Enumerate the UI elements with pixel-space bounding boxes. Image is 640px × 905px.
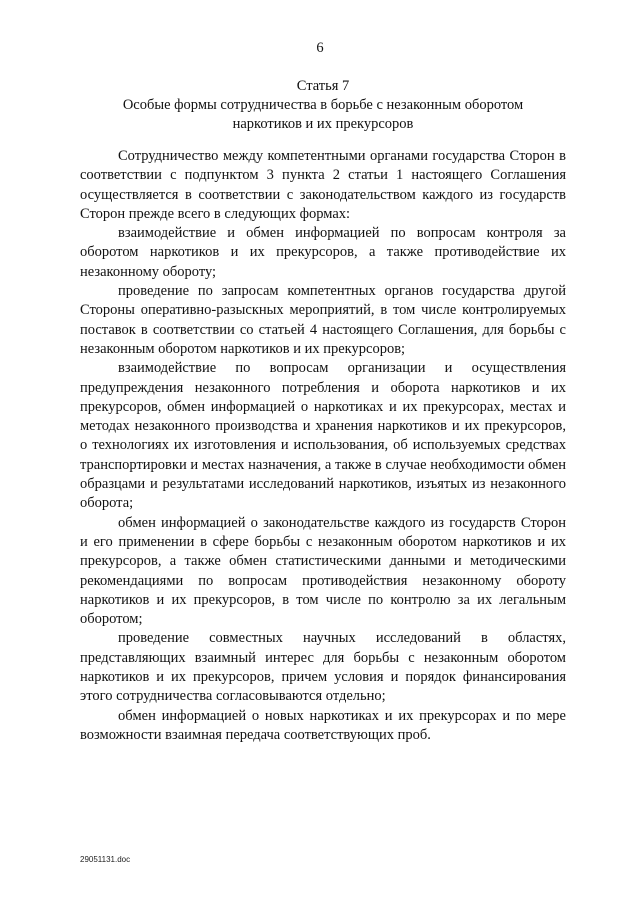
article-title-line-2: наркотиков и их прекурсоров (232, 116, 414, 132)
article-title-line-1: Особые формы сотрудничества в борьбе с незаконным оборотом (122, 97, 524, 113)
footer-file-code: 29051131.doc (80, 855, 131, 864)
paragraph-item: взаимодействие и обмен информацией по вопросам контроля за оборотом наркотиков и их прекурсоров, а также противодействие их незаконному обороту; (80, 225, 566, 280)
paragraph-item: проведение совместных научных исследований в областях, представляющих взаимный интерес для борьбы с незаконным оборотом наркотиков и их прекурсоров, причем условия и порядок финансирования этого сотрудничества согласовываются отдельно; (80, 630, 566, 705)
article-number: Статья 7 (296, 78, 350, 94)
paragraph-item: обмен информацией о новых наркотиках и их прекурсорах и по мере возможности взаимная передача соответствующих проб. (80, 707, 566, 743)
paragraph-item: взаимодействие по вопросам организации и осуществления предупреждения незаконного потребления и оборота наркотиков и их прекурсоров, обмен информацией о наркотиках и их прекурсорах, местах и методах незаконного производства и хранения наркотиков и их прекурсоров, о технологиях их изготовления и использования, об используемых средствах транспортировки и местах назначения, а также в случае необходимости обмен образцами и результатами исследований наркотиков, изъятых из незаконного оборота; (80, 360, 566, 512)
article-body (80, 147, 566, 745)
paragraph-item: проведение по запросам компетентных органов государства другой Стороны оперативно-разыскных мероприятий, в том числе контролируемых поставок в соответствии со статьей 4 настоящего Соглашения, для борьбы с незаконным оборотом наркотиков и их прекурсоров; (80, 283, 566, 357)
paragraph-item: обмен информацией о законодательстве каждого из государств Сторон и его применении в сфере борьбы с незаконным оборотом наркотиков и их прекурсоров, а также обмен статистическими данными и методическими рекомендациями по вопросам противодействия незаконному обороту наркотиков и их прекурсоров, в том числе по контролю за их легальным оборотом; (80, 514, 566, 628)
article-heading (80, 77, 566, 134)
paragraph-intro: Сотрудничество между компетентными органами государства Сторон в соответствии с подпунктом 3 пункта 2 статьи 1 настоящего Соглашения осуществляется в соответствии с законодательством каждого из государств Сторон прежде всего в следующих формах: (80, 148, 566, 222)
page-number: 6 (316, 40, 324, 56)
